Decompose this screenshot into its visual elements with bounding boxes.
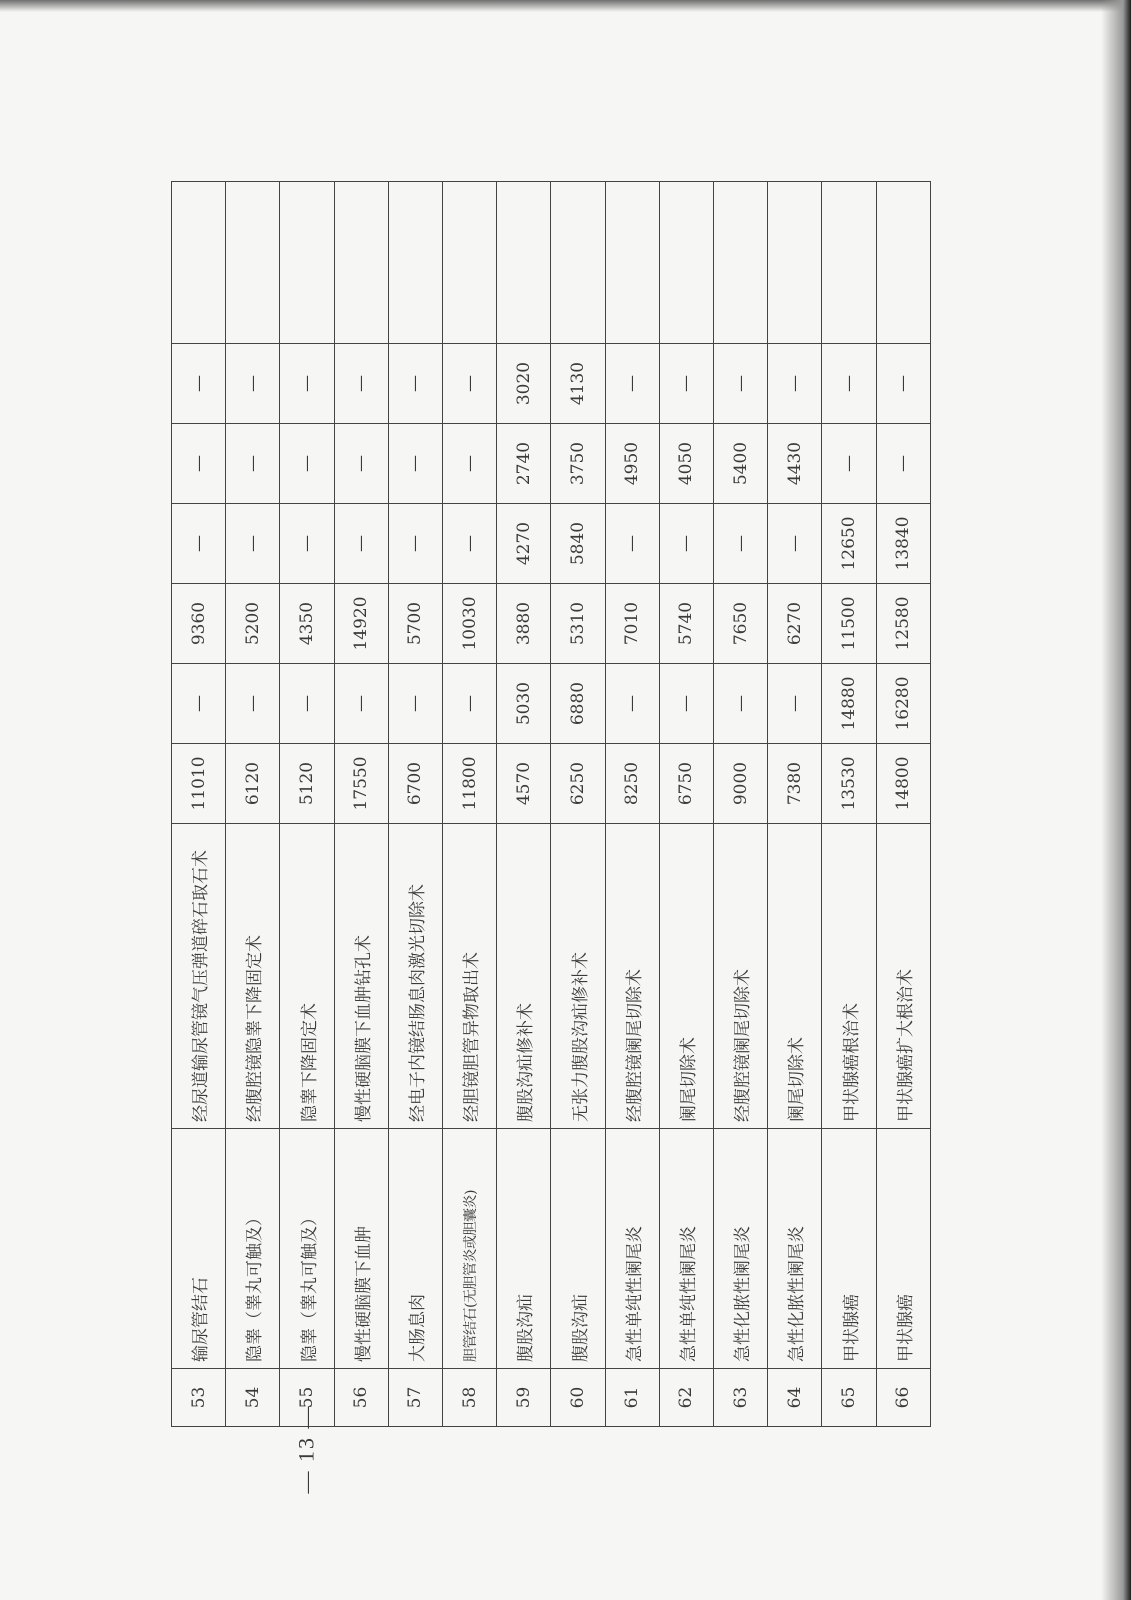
fee-cell-6: — <box>822 344 876 424</box>
fee-cell-2: — <box>659 664 713 744</box>
fee-cell-7 <box>388 182 442 344</box>
fee-cell-2: — <box>714 664 768 744</box>
fee-cell-4: — <box>605 504 659 584</box>
rotated-page-content <box>171 182 931 1427</box>
table-row <box>605 182 659 1427</box>
fee-cell-4: — <box>334 504 388 584</box>
fee-cell-2: 14880 <box>822 664 876 744</box>
disease-cell: 大肠息肉 <box>388 1129 442 1369</box>
disease-cell: 腹股沟疝 <box>497 1129 551 1369</box>
fee-cell-6: — <box>876 344 930 424</box>
row-number: 54 <box>226 1369 280 1427</box>
row-number: 63 <box>714 1369 768 1427</box>
fee-cell-4: — <box>768 504 822 584</box>
fee-cell-7 <box>334 182 388 344</box>
procedure-cell: 经电子内镜结肠息肉激光切除术 <box>388 824 442 1129</box>
fee-cell-6: 4130 <box>551 344 605 424</box>
scan-shadow-top <box>0 0 1131 12</box>
fee-cell-5: — <box>334 424 388 504</box>
table-row <box>388 182 442 1427</box>
fee-cell-1: 6250 <box>551 744 605 824</box>
fee-cell-5: 4950 <box>605 424 659 504</box>
fee-cell-2: — <box>280 664 334 744</box>
procedure-cell: 经腹腔镜阑尾切除术 <box>605 824 659 1129</box>
row-number: 66 <box>876 1369 930 1427</box>
fee-cell-6: — <box>388 344 442 424</box>
fee-cell-1: 7380 <box>768 744 822 824</box>
fee-cell-4: — <box>443 504 497 584</box>
fee-cell-1: 9000 <box>714 744 768 824</box>
row-number: 61 <box>605 1369 659 1427</box>
disease-cell: 甲状腺癌 <box>822 1129 876 1369</box>
fee-cell-6: — <box>443 344 497 424</box>
fee-cell-6: — <box>768 344 822 424</box>
row-number: 53 <box>172 1369 226 1427</box>
fee-cell-2: — <box>443 664 497 744</box>
page-number-text: — 13 — <box>293 1404 318 1494</box>
disease-cell: 隐睾（睾丸可触及） <box>226 1129 280 1369</box>
row-number: 59 <box>497 1369 551 1427</box>
fee-cell-1: 6750 <box>659 744 713 824</box>
disease-cell: 急性化脓性阑尾炎 <box>714 1129 768 1369</box>
procedure-cell: 无张力腹股沟疝修补术 <box>551 824 605 1129</box>
table-row <box>659 182 713 1427</box>
fee-cell-6: — <box>605 344 659 424</box>
table-row <box>551 182 605 1427</box>
table-row <box>280 182 334 1427</box>
fee-cell-7 <box>659 182 713 344</box>
fee-cell-3: 7650 <box>714 584 768 664</box>
fee-cell-7 <box>551 182 605 344</box>
fee-cell-4: 13840 <box>876 504 930 584</box>
row-number: 55 <box>280 1369 334 1427</box>
fee-cell-7 <box>768 182 822 344</box>
fee-cell-6: — <box>334 344 388 424</box>
fee-cell-3: 5700 <box>388 584 442 664</box>
table-row <box>443 182 497 1427</box>
fee-cell-7 <box>443 182 497 344</box>
fee-cell-5: — <box>822 424 876 504</box>
fee-cell-5: — <box>388 424 442 504</box>
fee-cell-1: 11800 <box>443 744 497 824</box>
fee-cell-1: 4570 <box>497 744 551 824</box>
fee-cell-5: — <box>172 424 226 504</box>
fee-cell-5: — <box>443 424 497 504</box>
disease-cell: 急性单纯性阑尾炎 <box>659 1129 713 1369</box>
fee-cell-3: 14920 <box>334 584 388 664</box>
disease-cell: 急性化脓性阑尾炎 <box>768 1129 822 1369</box>
fee-cell-3: 5310 <box>551 584 605 664</box>
procedure-cell: 慢性硬脑膜下血肿钻孔术 <box>334 824 388 1129</box>
fee-cell-1: 5120 <box>280 744 334 824</box>
procedure-cell: 经胆镜胆管异物取出术 <box>443 824 497 1129</box>
disease-cell: 隐睾（睾丸可触及） <box>280 1129 334 1369</box>
scan-shadow-right <box>1101 0 1131 1600</box>
table-row <box>172 182 226 1427</box>
fee-cell-5: 2740 <box>497 424 551 504</box>
fee-cell-6: 3020 <box>497 344 551 424</box>
fee-cell-2: — <box>768 664 822 744</box>
row-number: 62 <box>659 1369 713 1427</box>
disease-cell: 胆管结石(无胆管炎或胆囊炎) <box>443 1129 497 1369</box>
table-row <box>226 182 280 1427</box>
fee-cell-2: 5030 <box>497 664 551 744</box>
disease-cell: 急性单纯性阑尾炎 <box>605 1129 659 1369</box>
table-row <box>822 182 876 1427</box>
fee-cell-5: 4430 <box>768 424 822 504</box>
fee-cell-6: — <box>172 344 226 424</box>
fee-cell-3: 11500 <box>822 584 876 664</box>
procedure-cell: 经腹腔镜隐睾下降固定术 <box>226 824 280 1129</box>
fee-cell-4: — <box>280 504 334 584</box>
fee-table <box>171 181 931 1427</box>
fee-cell-2: 6880 <box>551 664 605 744</box>
fee-cell-4: — <box>659 504 713 584</box>
procedure-cell: 甲状腺癌根治术 <box>822 824 876 1129</box>
disease-cell: 慢性硬脑膜下血肿 <box>334 1129 388 1369</box>
disease-cell: 腹股沟疝 <box>551 1129 605 1369</box>
row-number: 56 <box>334 1369 388 1427</box>
fee-cell-3: 4350 <box>280 584 334 664</box>
fee-cell-1: 13530 <box>822 744 876 824</box>
fee-cell-3: 9360 <box>172 584 226 664</box>
table-row <box>714 182 768 1427</box>
fee-cell-3: 10030 <box>443 584 497 664</box>
fee-cell-7 <box>714 182 768 344</box>
disease-cell: 甲状腺癌 <box>876 1129 930 1369</box>
fee-cell-3: 12580 <box>876 584 930 664</box>
fee-cell-2: — <box>605 664 659 744</box>
procedure-cell: 阑尾切除术 <box>659 824 713 1129</box>
fee-cell-5: — <box>876 424 930 504</box>
procedure-cell: 隐睾下降固定术 <box>280 824 334 1129</box>
fee-cell-5: 4050 <box>659 424 713 504</box>
fee-cell-1: 8250 <box>605 744 659 824</box>
fee-cell-7 <box>822 182 876 344</box>
fee-cell-6: — <box>659 344 713 424</box>
fee-cell-4: — <box>388 504 442 584</box>
fee-cell-7 <box>172 182 226 344</box>
fee-cell-2: — <box>172 664 226 744</box>
fee-cell-7 <box>226 182 280 344</box>
fee-cell-2: 16280 <box>876 664 930 744</box>
fee-cell-6: — <box>280 344 334 424</box>
fee-cell-7 <box>876 182 930 344</box>
fee-cell-1: 6120 <box>226 744 280 824</box>
fee-cell-1: 14800 <box>876 744 930 824</box>
fee-cell-3: 5200 <box>226 584 280 664</box>
procedure-cell: 腹股沟疝修补术 <box>497 824 551 1129</box>
fee-cell-7 <box>280 182 334 344</box>
fee-cell-3: 3880 <box>497 584 551 664</box>
row-number: 65 <box>822 1369 876 1427</box>
fee-cell-6: — <box>226 344 280 424</box>
row-number: 64 <box>768 1369 822 1427</box>
table-row <box>334 182 388 1427</box>
row-number: 60 <box>551 1369 605 1427</box>
fee-cell-5: — <box>226 424 280 504</box>
fee-cell-1: 17550 <box>334 744 388 824</box>
table-row <box>876 182 930 1427</box>
fee-cell-3: 7010 <box>605 584 659 664</box>
fee-cell-2: — <box>388 664 442 744</box>
fee-cell-7 <box>605 182 659 344</box>
disease-cell: 输尿管结石 <box>172 1129 226 1369</box>
fee-cell-3: 5740 <box>659 584 713 664</box>
procedure-cell: 经尿道输尿管镜气压弹道碎石取石术 <box>172 824 226 1129</box>
row-number: 57 <box>388 1369 442 1427</box>
fee-cell-4: — <box>226 504 280 584</box>
fee-cell-4: 5840 <box>551 504 605 584</box>
fee-cell-5: 3750 <box>551 424 605 504</box>
procedure-cell: 经腹腔镜阑尾切除术 <box>714 824 768 1129</box>
fee-cell-4: 4270 <box>497 504 551 584</box>
fee-cell-6: — <box>714 344 768 424</box>
procedure-cell: 甲状腺癌扩大根治术 <box>876 824 930 1129</box>
fee-cell-4: — <box>172 504 226 584</box>
procedure-cell: 阑尾切除术 <box>768 824 822 1129</box>
fee-cell-2: — <box>334 664 388 744</box>
table-body <box>172 182 931 1427</box>
fee-cell-7 <box>497 182 551 344</box>
fee-cell-1: 11010 <box>172 744 226 824</box>
table-row <box>768 182 822 1427</box>
fee-cell-4: 12650 <box>822 504 876 584</box>
fee-cell-2: — <box>226 664 280 744</box>
fee-cell-3: 6270 <box>768 584 822 664</box>
page-number <box>286 1404 326 1494</box>
fee-cell-4: — <box>714 504 768 584</box>
table-row <box>497 182 551 1427</box>
row-number: 58 <box>443 1369 497 1427</box>
fee-cell-1: 6700 <box>388 744 442 824</box>
fee-cell-5: — <box>280 424 334 504</box>
fee-cell-5: 5400 <box>714 424 768 504</box>
